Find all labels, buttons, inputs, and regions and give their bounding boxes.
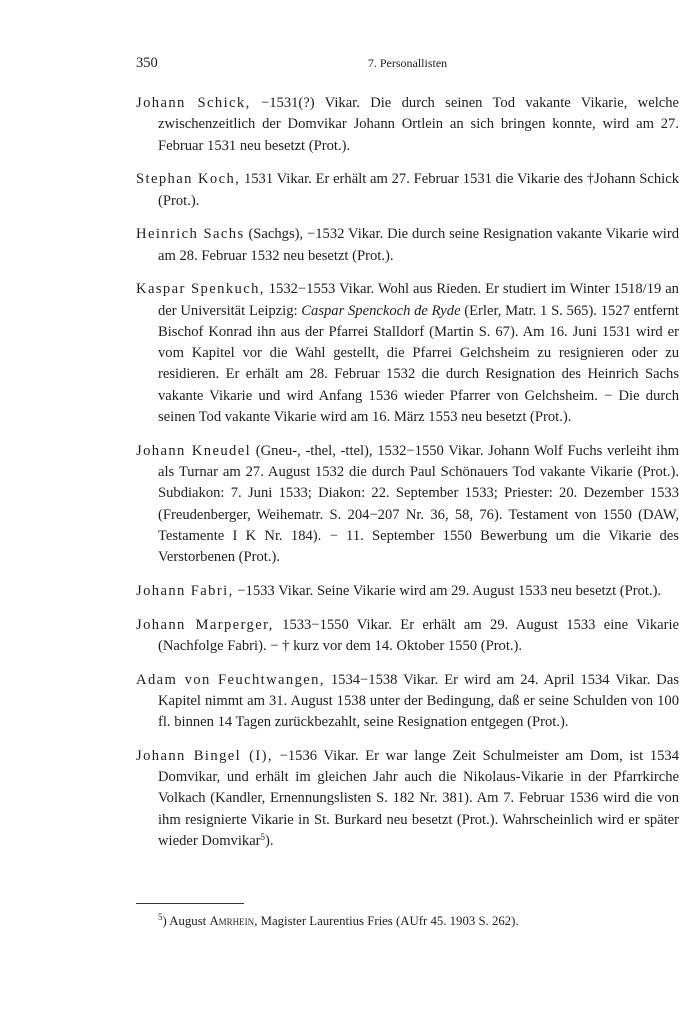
- page-number: 350: [136, 55, 158, 71]
- entry-name: Johann Schick,: [136, 95, 251, 111]
- running-head: 7. Personallisten: [367, 56, 448, 70]
- entry-text: 1532−1553 Vikar. Wohl aus Rieden. Er studiert im Winter 1518/19 an der Universität Leipzig:: [158, 281, 679, 319]
- footnote-marker: 5: [158, 912, 163, 922]
- entry-name: Stephan Koch,: [136, 171, 241, 188]
- page-header: [136, 55, 679, 77]
- footnote-divider: [136, 903, 244, 904]
- footnote-reference[interactable]: 5: [260, 832, 266, 843]
- entry-text: −1531(?) Vikar. Die durch seinen Tod vakante Vikarie, welche zwischenzeitlich der Domvikar Johann Ortlein an sich bringen konnte, wird am 27. Februar 1531 neu besetzt (Prot.).: [158, 95, 679, 154]
- entry-kaspar-spenkuch: [136, 279, 679, 428]
- entry-text: −1536 Vikar. Er war lange Zeit Schulmeister am Dom, ist 1534 Domvikar, und erhält im gleichen Jahr auch die Nikolaus-Vikarie in der Pfarrkirche Volkach (Kandler, Ernennungslisten S. 182 Nr. 381). Am 7. Februar 1536 wird die von ihm resignierte Vikarie in St. Burkard neu besetzt (Prot.). Wahrscheinlich wird er später wieder Domvikar: [158, 747, 680, 850]
- entry-heinrich-sachs: [136, 224, 679, 267]
- entry-name: Heinrich Sachs: [136, 226, 245, 243]
- entry-adam-von-feuchtwangen: [136, 670, 679, 734]
- entry-text: 1531 Vikar. Er erhält am 27. Februar 1531 die Vikarie des †Johann Schick (Prot.).: [158, 171, 679, 209]
- footnote-author: Amrhein: [209, 914, 255, 928]
- entry-name: Johann Bingel (I),: [136, 747, 273, 764]
- entry-text: (Sachgs), −1532 Vikar. Die durch seine Resignation vakante Vikarie wird am 28. Februar 1532 neu besetzt (Prot.).: [158, 226, 680, 264]
- entry-johann-fabri: [136, 581, 679, 602]
- entry-text: −1533 Vikar. Seine Vikarie wird am 29. August 1533 neu besetzt (Prot.).: [233, 582, 662, 599]
- entry-list: [136, 93, 679, 865]
- entry-italic-citation: Caspar Spenckoch de Ryde: [301, 302, 461, 319]
- entry-stephan-koch: [136, 169, 679, 212]
- entry-name: Johann Kneudel: [136, 442, 252, 459]
- entry-johann-kneudel: [136, 441, 679, 569]
- footnote-text-continued: , Magister Laurentius Fries (AUfr 45. 1903 S. 262).: [254, 914, 519, 928]
- entry-name: Johann Marperger,: [136, 616, 274, 633]
- footnote-text: ) August: [162, 914, 210, 928]
- entry-text: 1534−1538 Vikar. Er wird am 24. April 1534 Vikar. Das Kapitel nimmt am 31. August 1538 unter der Bedingung, daß er seine Schulden von 100 fl. binnen 14 Tagen zurückbezahlt, seine Resignation entgegen (Prot.).: [158, 671, 679, 731]
- entry-name: Adam von Feuchtwangen,: [136, 671, 325, 688]
- entry-name: Johann Fabri,: [136, 582, 234, 599]
- entry-johann-marperger: [136, 615, 679, 658]
- entry-text: (Gneu-, -thel, -ttel), 1532−1550 Vikar. Johann Wolf Fuchs verleiht ihm als Turnar am 27. August 1532 die durch Paul Schönauers Tod vakante Vikarie (Prot.). Subdiakon: 7. Juni 1533; Diakon: 22. September 1533; Priester: 20. Dezember 1533 (Freudenberger, Weihematr. S. 204−207 Nr. 36, 58, 76). Testament von 1550 (DAW, Testamente I K Nr. 184). − 11. September 1550 Bewerbung um die Vikarie des Verstorbenen (Prot.).: [158, 442, 679, 566]
- entry-text-continued: (Erler, Matr. 1 S. 565). 1527 entfernt Bischof Konrad ihn aus der Pfarrei Stalldorf (Martin S. 67). Am 16. Juni 1531 wird er vom Kapitel vor die Wahl gestellt, die Pfarrei Gelchsheim zu resignieren oder zu residieren. Er erhält am 28. Februar 1532 die durch Resignation des Heinrich Sachs vakante Vikarie und wird Anfang 1536 wieder Pfarrer von Gelchsheim. − Die durch seinen Tod vakante Vikarie wird am 16. März 1553 neu besetzt (Prot.).: [158, 302, 679, 426]
- entry-johann-bingel: [136, 746, 679, 852]
- entry-johann-schick: [136, 93, 679, 157]
- footnote: [158, 913, 678, 930]
- entry-text: 1533−1550 Vikar. Er erhält am 29. August 1533 eine Vikarie (Nachfolge Fabri). − † kurz vor dem 14. Oktober 1550 (Prot.).: [158, 616, 679, 654]
- entry-name: Kaspar Spenkuch,: [136, 281, 265, 298]
- entry-text-end: ).: [265, 833, 274, 850]
